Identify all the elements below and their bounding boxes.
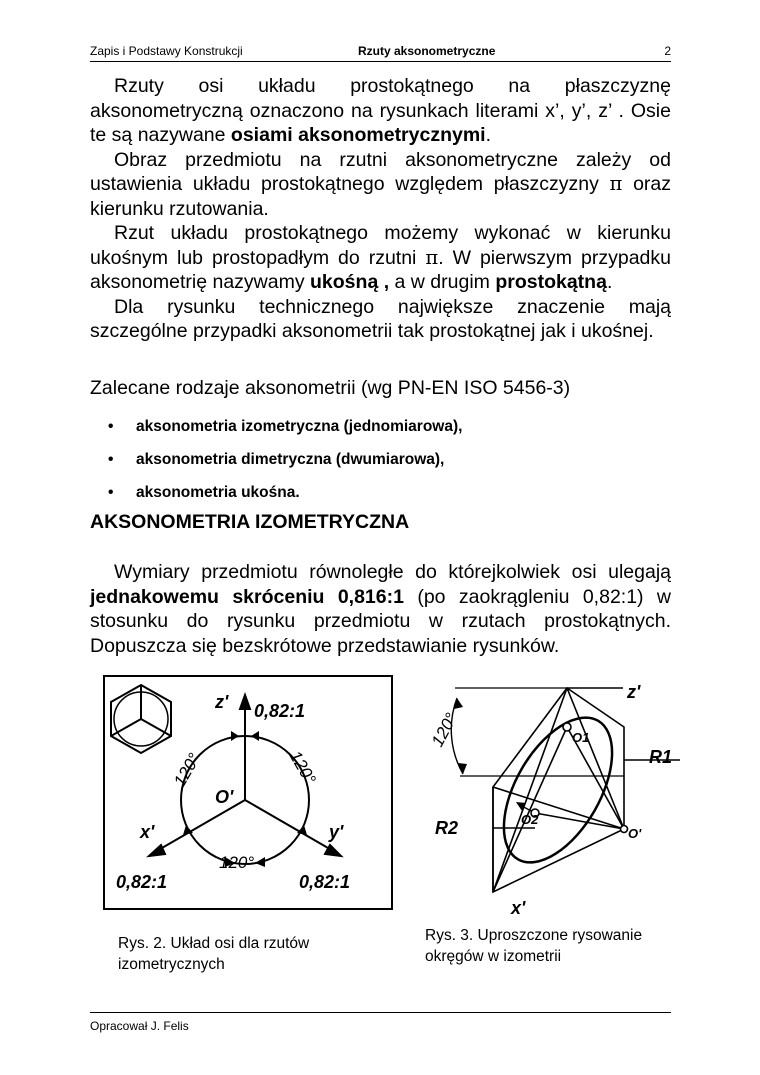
figure-2-caption: Rys. 2. Układ osi dla rzutów izometrycznych [118, 935, 310, 973]
list-item: • aksonometria izometryczna (jednomiarowa), [108, 418, 463, 435]
center-o1-icon [563, 723, 571, 731]
header-course: Zapis i Podstawy Konstrukcji [90, 44, 243, 58]
list-item: • aksonometria ukośna. [108, 484, 300, 501]
paragraph-projection: Rzut układu prostokątnego możemy wykonać w kierunku ukośnym lub prostopadłym do rzutni π. W pierwszym przypadku aksonometrię nazywamy ukośną , a w drugim prostokątną. [90, 222, 671, 293]
r1-label: R1 [649, 747, 673, 767]
paragraph-technical: Dla rysunku technicznego największe znaczenie mają szczególne przypadki aksonometrii tak prostokątnej jak i ukośnej. [90, 295, 671, 342]
paragraph-image: Obraz przedmiotu na rzutni aksonometryczne zależy od ustawienia układu prostokątnego względem płaszczyzny π oraz kierunku rzutowania. [90, 148, 671, 220]
y-label: y' [329, 822, 344, 842]
section-heading: AKSONOMETRIA IZOMETRYCZNA [90, 511, 410, 533]
x-arrow-icon [149, 845, 165, 856]
angle-right-label: 120° [285, 747, 320, 788]
header-divider [90, 61, 671, 62]
pi-symbol: π [609, 172, 623, 195]
angle-left-label: 120° [170, 750, 205, 790]
pi-symbol: π [425, 245, 439, 269]
origin-label: O' [628, 826, 642, 841]
term-shortening: jednakowemu skróceniu 0,816:1 [90, 585, 404, 608]
term-orthogonal: prostokątną [495, 271, 607, 293]
angle-arc [451, 698, 463, 774]
z-scale-label: 0,82:1 [254, 701, 306, 721]
z-label: z' [627, 682, 641, 702]
axonometry-types-list [108, 418, 462, 517]
header-title: Rzuty aksonometryczne [358, 44, 496, 58]
footer-divider [90, 1012, 671, 1013]
bullet-icon: • [108, 418, 114, 435]
o1-label: O1 [572, 730, 590, 745]
origin-point-icon [621, 826, 628, 833]
page-header [90, 44, 671, 62]
z-arrow-icon [240, 695, 250, 709]
term-oblique: ukośną , [310, 271, 390, 293]
chord [493, 727, 567, 892]
paragraph-axes: Rzuty osi układu prostokątnego na płaszczyznę aksonometryczną oznaczono na rysunkach literami x’, y’, z’ . Osie te są nazywane osiami aksonometrycznymi. [90, 75, 671, 146]
angle-label: 120° [427, 709, 462, 750]
origin-label: O' [215, 787, 234, 807]
y-scale-label: 0,82:1 [299, 872, 351, 892]
z-label: z' [215, 692, 229, 712]
list-item: • aksonometria dimetryczna (dwumiarowa), [108, 451, 445, 468]
r2-label: R2 [435, 818, 459, 838]
x-scale-label: 0,82:1 [116, 872, 168, 892]
bullet-icon: • [108, 484, 114, 501]
figure-isometric-axes [103, 675, 393, 910]
x-label: x' [511, 898, 526, 918]
x-label: x' [140, 822, 155, 842]
o2-label: O2 [521, 812, 539, 827]
intro-text [90, 74, 671, 344]
bullet-icon: • [108, 451, 114, 468]
term-axonometric-axes: osiami aksonometrycznymi [230, 124, 486, 146]
isometric-text [90, 560, 671, 658]
angle-bottom-label: 120° [219, 853, 255, 872]
paragraph-shortening: Wymiary przedmiotu równoległe do którejkolwiek osi ulegają jednakowemu skróceniu 0,816:1 (po zaokrągleniu 0,82:1) w stosunku do rysunku przedmiotu w rzutach prostokątnych. Dopuszcza się bezskrótowe przedstawianie rysunków. [90, 561, 671, 657]
header-page-number: 2 [664, 44, 671, 58]
cube-with-circles-icon [111, 685, 171, 753]
footer-author: Opracował J. Felis [90, 1019, 189, 1033]
recommended-heading: Zalecane rodzaje aksonometrii (wg PN-EN ISO 5456-3) [90, 377, 571, 399]
figure-isometric-circle [425, 676, 685, 918]
figure-3-caption: Rys. 3. Uproszczone rysowanie okręgów w izometrii [425, 927, 643, 965]
